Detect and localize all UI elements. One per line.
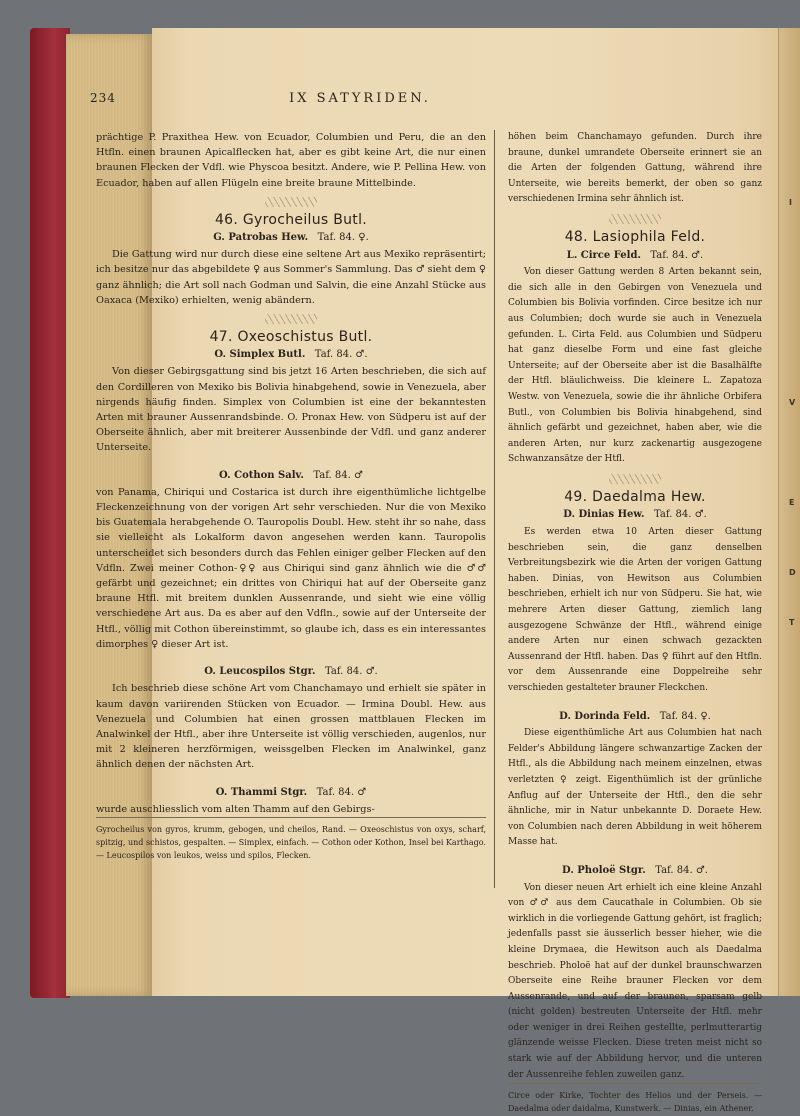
species-heading bbox=[508, 248, 762, 264]
section-49-paragraph: Es werden etwa 10 Arten dieser Gattung beschrieben sein, die ganz denselben Verbreitungsbezirk wie die Arten der vorigen Gattung haben. Dinias, von Hewitson aus Columbien beschrieben, erhielt ich nur von Südperu. Sie hat, wie mehrere Arten dieser Gattung, ziemlich lang ausgezogene Schwänze der Htfl., während einige andere Arten nur einen schwach gezackten Aussenrand der Htfl. haben. Das ♀ führt auf den Htfln. vor dem Aussenrande eine Doppelreihe sehr verschieden gestalteter brauner Fleckchen. bbox=[508, 527, 762, 693]
column-divider bbox=[494, 130, 495, 888]
species-heading bbox=[508, 709, 762, 725]
species-heading bbox=[96, 785, 486, 800]
species-name: O. Leucospilos Stgr. bbox=[204, 666, 316, 678]
cothon-paragraph: von Panama, Chiriqui und Costarica ist durch ihre eigenthümliche lichtgelbe Fleckenzeichnung von der vorigen Art sehr verschieden. Nur die von Mexiko bis Guatemala herabgehende O. Tauropolis Doubl. Hew. steht ihr so nahe, dass sie vielleicht als Lokalform davon angesehen werden kann. Tauropolis unterscheidet sich besonders durch das Fehlen einiger gelber Flecken auf den Vdfln. Zwei meiner Cothon-♀♀ aus Chiriqui sind ganz ähnlich wie die ♂♂ gefärbt und gezeichnet; ein drittes von Chiriqui hat auf der Oberseite ganz braune Htfl. mit breitem dunklen Aussenrande, und sieht wie eine völlig verschiedene Art aus. Da es aber auf den Vdfln., sowie auf der Unterseite der Htfl., völlig mit Cothon übereinstimmt, so glaube ich, dass es ein interessantes dimorphes ♀ dieser Art ist. bbox=[96, 486, 486, 650]
species-name: O. Simplex Butl. bbox=[214, 349, 306, 361]
section-48-heading: 48. Lasiophila Feld. bbox=[564, 228, 706, 245]
plate-reference: Taf. 84. ♀. bbox=[317, 232, 369, 244]
next-page-edge bbox=[778, 28, 800, 996]
thammi-paragraph: wurde auschliesslich vom alten Thamm auf den Gebirgs- bbox=[96, 803, 375, 815]
section-ornament bbox=[609, 474, 661, 484]
species-heading bbox=[96, 347, 486, 362]
edge-fragment: D bbox=[789, 568, 796, 577]
section-47-paragraph: Von dieser Gebirgsgattung sind bis jetzt 16 Arten beschrieben, die sich auf den Cordilleren von Mexiko bis Bolivia hinabgehend, sowie in Venezuela, aber nirgends häufig finden. Simplex von Columbien ist eine der bekanntesten Arten mit brauner Aussenrandsbinde. O. Pronax Hew. von Südperu ist auf der Oberseite ähnlich, aber mit breiterer Aussenbinde der Vdfl. und ganz anderer Unterseite. bbox=[96, 366, 486, 454]
right-intro-paragraph: höhen beim Chanchamayo gefunden. Durch ihre braune, dunkel umrandete Oberseite erinnert sie an die Arten der folgenden Gattung, während ihre Unterseite, wie bereits bemerkt, der oben so ganz verschiedenen Irmina sehr ähnlich ist. bbox=[508, 132, 762, 205]
edge-fragment: T bbox=[789, 618, 795, 627]
running-header bbox=[90, 91, 630, 109]
plate-reference: Taf. 84. ♀. bbox=[659, 710, 711, 722]
section-46-heading: 46. Gyrocheilus Butl. bbox=[214, 211, 368, 228]
right-column bbox=[508, 130, 762, 1116]
section-47-heading: 47. Oxeoschistus Butl. bbox=[209, 329, 373, 346]
plate-reference: Taf. 84. ♂. bbox=[654, 509, 707, 521]
plate-reference: Taf. 84. ♂. bbox=[314, 349, 368, 361]
section-ornament bbox=[609, 214, 661, 224]
species-name: G. Patrobas Hew. bbox=[213, 232, 309, 244]
book-cover-edge bbox=[30, 28, 70, 998]
section-ornament bbox=[265, 197, 317, 207]
species-name: D. Pholoë Stgr. bbox=[562, 864, 646, 876]
left-intro-paragraph: prächtige P. Praxithea Hew. von Ecuador, Columbien und Peru, die an den Htfln. einen braunen Apicalflecken hat, aber es gibt keine Art, die nur einen braunen Flecken der Vdfl. wie Physcoa besitzt. Andere, wie P. Pellina Hew. von Ecuador, haben auf allen Flügeln eine breite braune Mittelbinde. bbox=[96, 132, 486, 189]
species-heading bbox=[96, 468, 486, 483]
pholoe-paragraph: Von dieser neuen Art erhielt ich eine kleine Anzahl von ♂♂ aus dem Caucathale in Columbien. Ob sie wirklich in die vorliegende Gattung gehört, ist fraglich; jedenfalls passt sie äusserlich besser hieher, wie die kleine Drymaea, die Hewitson auch als Daedalma beschrieb. Pholoë hat auf der dunkel braunschwarzen Oberseite eine Reihe brauner Flecken vor dem Aussenrande, und auf der braunen, sparsam gelb (nicht golden) bestreuten Unterseite der Htfl. mehr oder weniger in drei Reihen gestellte, perlmutterartig glänzende weisse Flecken. Diese treten meist nicht so stark wie auf der Abbildung hervor, und die unteren der Aussenreihe fehlen zuweilen ganz. bbox=[508, 882, 762, 1080]
section-49-heading: 49. Daedalma Hew. bbox=[564, 488, 706, 505]
species-name: D. Dinias Hew. bbox=[563, 509, 645, 521]
species-heading bbox=[508, 507, 762, 523]
species-name: L. Circe Feld. bbox=[566, 249, 641, 261]
running-title: IX SATYRIDEN. bbox=[289, 91, 431, 106]
species-name: O. Cothon Salv. bbox=[219, 469, 304, 481]
edge-fragment: V bbox=[789, 398, 796, 407]
species-name: D. Dorinda Feld. bbox=[559, 710, 651, 722]
left-footnote: Gyrocheilus von gyros, krumm, gebogen, und cheilos, Rand. — Oxeoschistus von oxys, scharf, spitzig, und schistos, gespalten. — Simplex, einfach. — Cothon oder Kothon, Insel bei Karthago. — Leucospilos von leukos, weiss und spilos, Flecken. bbox=[96, 817, 486, 862]
edge-fragment: E bbox=[789, 498, 795, 507]
right-footnote: Circe oder Kirke, Tochter des Helios und der Perseis. — Daedalma oder daidalma, Kunstwerk. — Dinias, ein Athener. bbox=[508, 1083, 762, 1116]
leucospilos-paragraph: Ich beschrieb diese schöne Art vom Chanchamayo und erhielt sie später in kaum davon variirenden Stücken von Ecuador. — Irmina Doubl. Hew. aus Venezuela und Columbien hat einen grossen mattblauen Flecken im Analwinkel der Htfl., aber ihre Unterseite ist völlig verschieden, augenlos, nur mit 2 kleineren herzförmigen, weissgelben Flecken im Analwinkel, ganz ähnlich denen der nächsten Art. bbox=[96, 683, 486, 771]
section-ornament bbox=[265, 314, 317, 324]
species-heading bbox=[508, 863, 762, 879]
species-heading bbox=[96, 664, 486, 679]
plate-reference: Taf. 84. ♂ bbox=[313, 469, 363, 481]
left-column bbox=[96, 130, 486, 862]
species-heading bbox=[96, 230, 486, 245]
plate-reference: Taf. 84. ♂. bbox=[324, 666, 378, 678]
species-name: O. Thammi Stgr. bbox=[215, 786, 308, 798]
page-number: 234 bbox=[90, 91, 116, 105]
plate-reference: Taf. 84. ♂. bbox=[650, 249, 704, 261]
plate-reference: Taf. 84. ♂. bbox=[655, 864, 708, 876]
plate-reference: Taf. 84. ♂ bbox=[316, 786, 367, 798]
section-46-paragraph: Die Gattung wird nur durch diese eine seltene Art aus Mexiko repräsentirt; ich besitze nur das abgebildete ♀ aus Sommer's Sammlung. Das ♂ sieht dem ♀ ganz ähnlich; die Art soll nach Godman und Salvin, die eine Anzahl Stücke aus Oaxaca (Mexiko) erhielten, wenig abändern. bbox=[96, 249, 486, 306]
edge-fragment: I bbox=[789, 198, 792, 207]
dorinda-paragraph: Diese eigenthümliche Art aus Columbien hat nach Felder's Abbildung längere schwanzartige Zacken der Htfl., als die Abbildung nach meinem einzelnen, etwas verletzten ♀ zeigt. Eigenthümlich ist der grünliche Anflug auf der Unterseite der Htfl., den die sehr ähnliche, mir in Natur unbekannte D. Doraete Hew. von Columbien nach deren Abbildung in weit höherem Masse hat. bbox=[508, 728, 762, 848]
section-48-paragraph: Von dieser Gattung werden 8 Arten bekannt sein, die sich alle in den Gebirgen von Venezuela und Columbien bis Bolivia vorfinden. Circe besitze ich nur aus Columbien; doch wurde sie auch in Venezuela gefunden. L. Cirta Feld. aus Columbien und Südperu hat ganz dieselbe Form und eine fast gleiche Unterseite; auf der Oberseite aber ist die Basalhälfte der Htfl. bläulichweiss. Die kleinere L. Zapatoza Westw. von Venezuela, sowie die ihr ähnliche Orbifera Butl., von Columbien bis Bolivia hinabgehend, sind ähnlich gefärbt und gezeichnet, haben aber, wie die anderen Arten, nur kurz zackenartig ausgezogene Schwanzansätze der Htfl. bbox=[508, 267, 762, 465]
